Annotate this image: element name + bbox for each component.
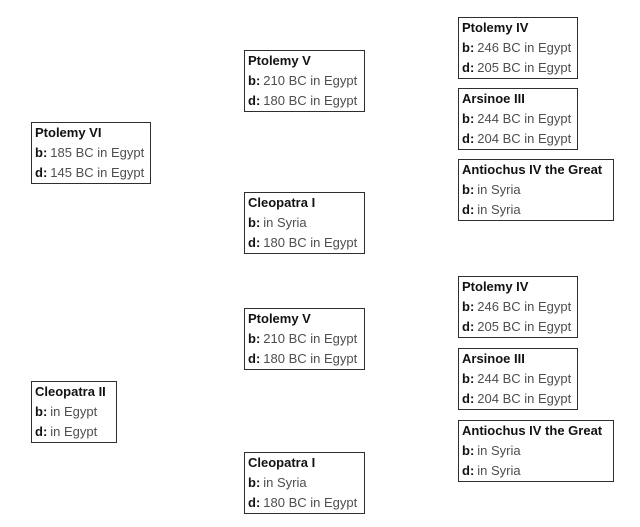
death-value: in Egypt bbox=[50, 424, 98, 439]
person-name: Cleopatra I bbox=[248, 195, 316, 210]
death-label: d: bbox=[248, 235, 261, 250]
person-name: Cleopatra I bbox=[248, 455, 316, 470]
death-value: 145 BC in Egypt bbox=[50, 165, 145, 180]
person-name: Ptolemy IV bbox=[462, 20, 529, 35]
birth-value: 246 BC in Egypt bbox=[477, 40, 572, 55]
person-name: Ptolemy IV bbox=[462, 279, 529, 294]
death-label: d: bbox=[462, 319, 475, 334]
person-box-ptolemy-vi[interactable] bbox=[31, 122, 151, 184]
death-label: d: bbox=[248, 351, 261, 366]
birth-label: b: bbox=[248, 475, 261, 490]
person-name: Cleopatra II bbox=[35, 384, 106, 399]
death-value: 180 BC in Egypt bbox=[263, 351, 358, 366]
person-box-arsinoe-iii-1[interactable] bbox=[458, 88, 578, 150]
person-birth-line bbox=[462, 38, 575, 58]
birth-value: 244 BC in Egypt bbox=[477, 371, 572, 386]
death-value: in Syria bbox=[477, 463, 521, 478]
death-label: d: bbox=[462, 202, 475, 217]
person-birth-line bbox=[462, 180, 611, 200]
birth-label: b: bbox=[35, 145, 48, 160]
birth-value: 210 BC in Egypt bbox=[263, 73, 358, 88]
birth-value: in Egypt bbox=[50, 404, 98, 419]
death-label: d: bbox=[35, 424, 48, 439]
death-value: in Syria bbox=[477, 202, 521, 217]
person-name: Arsinoe III bbox=[462, 351, 525, 366]
person-death-line bbox=[462, 200, 611, 220]
person-death-line bbox=[462, 461, 611, 481]
person-box-ptolemy-v-2[interactable] bbox=[244, 308, 365, 370]
death-label: d: bbox=[462, 131, 475, 146]
birth-value: 210 BC in Egypt bbox=[263, 331, 358, 346]
birth-value: 246 BC in Egypt bbox=[477, 299, 572, 314]
birth-label: b: bbox=[462, 40, 475, 55]
birth-value: 244 BC in Egypt bbox=[477, 111, 572, 126]
person-birth-line bbox=[35, 143, 148, 163]
person-death-line bbox=[462, 58, 575, 78]
death-value: 205 BC in Egypt bbox=[477, 60, 572, 75]
person-death-line bbox=[35, 163, 148, 183]
person-birth-line bbox=[248, 71, 362, 91]
person-box-cleopatra-i-2[interactable] bbox=[244, 452, 365, 514]
birth-label: b: bbox=[462, 371, 475, 386]
person-death-line bbox=[248, 233, 362, 253]
birth-value: in Syria bbox=[477, 182, 521, 197]
death-label: d: bbox=[248, 93, 261, 108]
birth-label: b: bbox=[462, 111, 475, 126]
person-name: Ptolemy V bbox=[248, 311, 311, 326]
person-death-line bbox=[248, 493, 362, 513]
person-birth-line bbox=[248, 473, 362, 493]
death-label: d: bbox=[35, 165, 48, 180]
birth-label: b: bbox=[248, 331, 261, 346]
person-birth-line bbox=[35, 402, 114, 422]
birth-value: in Syria bbox=[263, 215, 307, 230]
person-birth-line bbox=[462, 369, 575, 389]
person-death-line bbox=[462, 317, 575, 337]
birth-label: b: bbox=[248, 73, 261, 88]
birth-value: 185 BC in Egypt bbox=[50, 145, 145, 160]
person-box-ptolemy-iv-1[interactable] bbox=[458, 17, 578, 79]
person-box-ptolemy-v-1[interactable] bbox=[244, 50, 365, 112]
birth-label: b: bbox=[462, 182, 475, 197]
person-birth-line bbox=[248, 329, 362, 349]
death-value: 204 BC in Egypt bbox=[477, 131, 572, 146]
death-label: d: bbox=[462, 463, 475, 478]
person-birth-line bbox=[462, 441, 611, 461]
birth-label: b: bbox=[462, 443, 475, 458]
person-name: Ptolemy V bbox=[248, 53, 311, 68]
birth-value: in Syria bbox=[263, 475, 307, 490]
person-box-cleopatra-i-1[interactable] bbox=[244, 192, 365, 254]
birth-label: b: bbox=[462, 299, 475, 314]
birth-label: b: bbox=[35, 404, 48, 419]
person-death-line bbox=[248, 91, 362, 111]
death-label: d: bbox=[248, 495, 261, 510]
death-value: 205 BC in Egypt bbox=[477, 319, 572, 334]
person-box-arsinoe-iii-2[interactable] bbox=[458, 348, 578, 410]
person-name: Ptolemy VI bbox=[35, 125, 102, 140]
person-death-line bbox=[248, 349, 362, 369]
person-name: Antiochus IV the Great bbox=[462, 162, 603, 177]
death-label: d: bbox=[462, 60, 475, 75]
person-birth-line bbox=[462, 109, 575, 129]
person-name: Arsinoe III bbox=[462, 91, 525, 106]
death-value: 180 BC in Egypt bbox=[263, 235, 358, 250]
death-label: d: bbox=[462, 391, 475, 406]
person-name: Antiochus IV the Great bbox=[462, 423, 603, 438]
person-box-cleopatra-ii[interactable] bbox=[31, 381, 117, 443]
death-value: 204 BC in Egypt bbox=[477, 391, 572, 406]
death-value: 180 BC in Egypt bbox=[263, 93, 358, 108]
birth-label: b: bbox=[248, 215, 261, 230]
birth-value: in Syria bbox=[477, 443, 521, 458]
person-death-line bbox=[462, 389, 575, 409]
death-value: 180 BC in Egypt bbox=[263, 495, 358, 510]
person-box-ptolemy-iv-2[interactable] bbox=[458, 276, 578, 338]
person-death-line bbox=[35, 422, 114, 442]
person-box-antiochus-iv-2[interactable] bbox=[458, 420, 614, 482]
person-birth-line bbox=[248, 213, 362, 233]
person-box-antiochus-iv-1[interactable] bbox=[458, 159, 614, 221]
person-birth-line bbox=[462, 297, 575, 317]
person-death-line bbox=[462, 129, 575, 149]
